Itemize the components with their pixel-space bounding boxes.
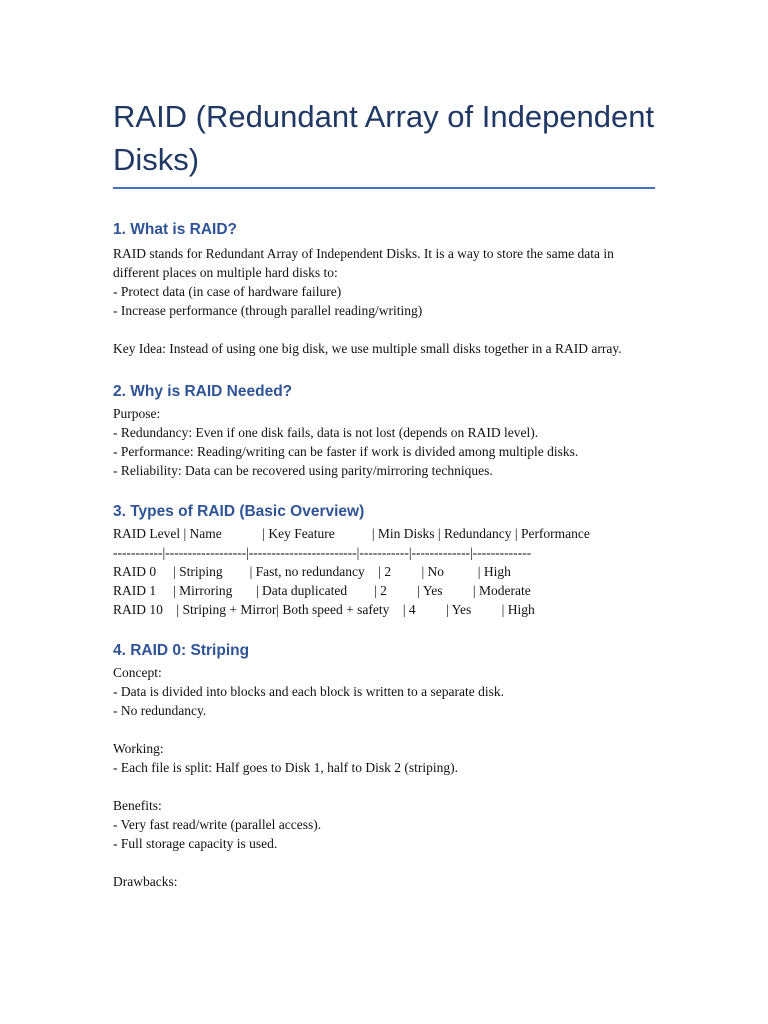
section-heading-types-of-raid: 3. Types of RAID (Basic Overview) bbox=[113, 503, 365, 520]
text-line: - Protect data (in case of hardware failure) bbox=[113, 284, 342, 299]
text-line: - Reliability: Data can be recovered using parity/mirroring techniques. bbox=[113, 463, 493, 478]
table-row: RAID 0 | Striping | Fast, no redundancy | 2 | No | High bbox=[113, 564, 511, 579]
text-line: - Increase performance (through parallel reading/writing) bbox=[113, 303, 423, 318]
text-line: - Full storage capacity is used. bbox=[113, 836, 278, 851]
text-line: Benefits: bbox=[113, 798, 162, 813]
text-line: RAID stands for Redundant Array of Independent Disks. It is a way to store the same data in bbox=[113, 246, 614, 261]
text-line: Drawbacks: bbox=[113, 874, 178, 889]
table-row: RAID 10 | Striping + Mirror| Both speed + safety | 4 | Yes | High bbox=[113, 602, 535, 617]
text-line: different places on multiple hard disks to: bbox=[113, 265, 338, 280]
table-row: RAID 1 | Mirroring | Data duplicated | 2 | Yes | Moderate bbox=[113, 583, 531, 598]
section-heading-raid-0: 4. RAID 0: Striping bbox=[113, 642, 250, 659]
text-line: - No redundancy. bbox=[113, 703, 207, 718]
table-separator-row: -----------|------------------|------------------------|-----------|-------------|------------- bbox=[113, 545, 532, 560]
text-line: - Data is divided into blocks and each block is written to a separate disk. bbox=[113, 684, 505, 699]
text-line: - Performance: Reading/writing can be faster if work is divided among multiple disks. bbox=[113, 444, 579, 459]
page-title: RAID (Redundant Array of Independent Disks) bbox=[113, 99, 655, 177]
section-heading-why-raid: 2. Why is RAID Needed? bbox=[113, 383, 293, 400]
text-line: Concept: bbox=[113, 665, 162, 680]
document-page bbox=[113, 95, 658, 891]
text-line: Working: bbox=[113, 741, 164, 756]
table-header-row: RAID Level | Name | Key Feature | Min Disks | Redundancy | Performance bbox=[113, 526, 590, 541]
text-line: - Redundancy: Even if one disk fails, data is not lost (depends on RAID level). bbox=[113, 425, 539, 440]
text-line: - Very fast read/write (parallel access). bbox=[113, 817, 322, 832]
text-line: Key Idea: Instead of using one big disk, we use multiple small disks together in a RAID array. bbox=[113, 341, 622, 356]
text-line: Purpose: bbox=[113, 406, 161, 421]
text-line: - Each file is split: Half goes to Disk 1, half to Disk 2 (striping). bbox=[113, 760, 458, 775]
section-heading-what-is-raid: 1. What is RAID? bbox=[113, 221, 238, 238]
